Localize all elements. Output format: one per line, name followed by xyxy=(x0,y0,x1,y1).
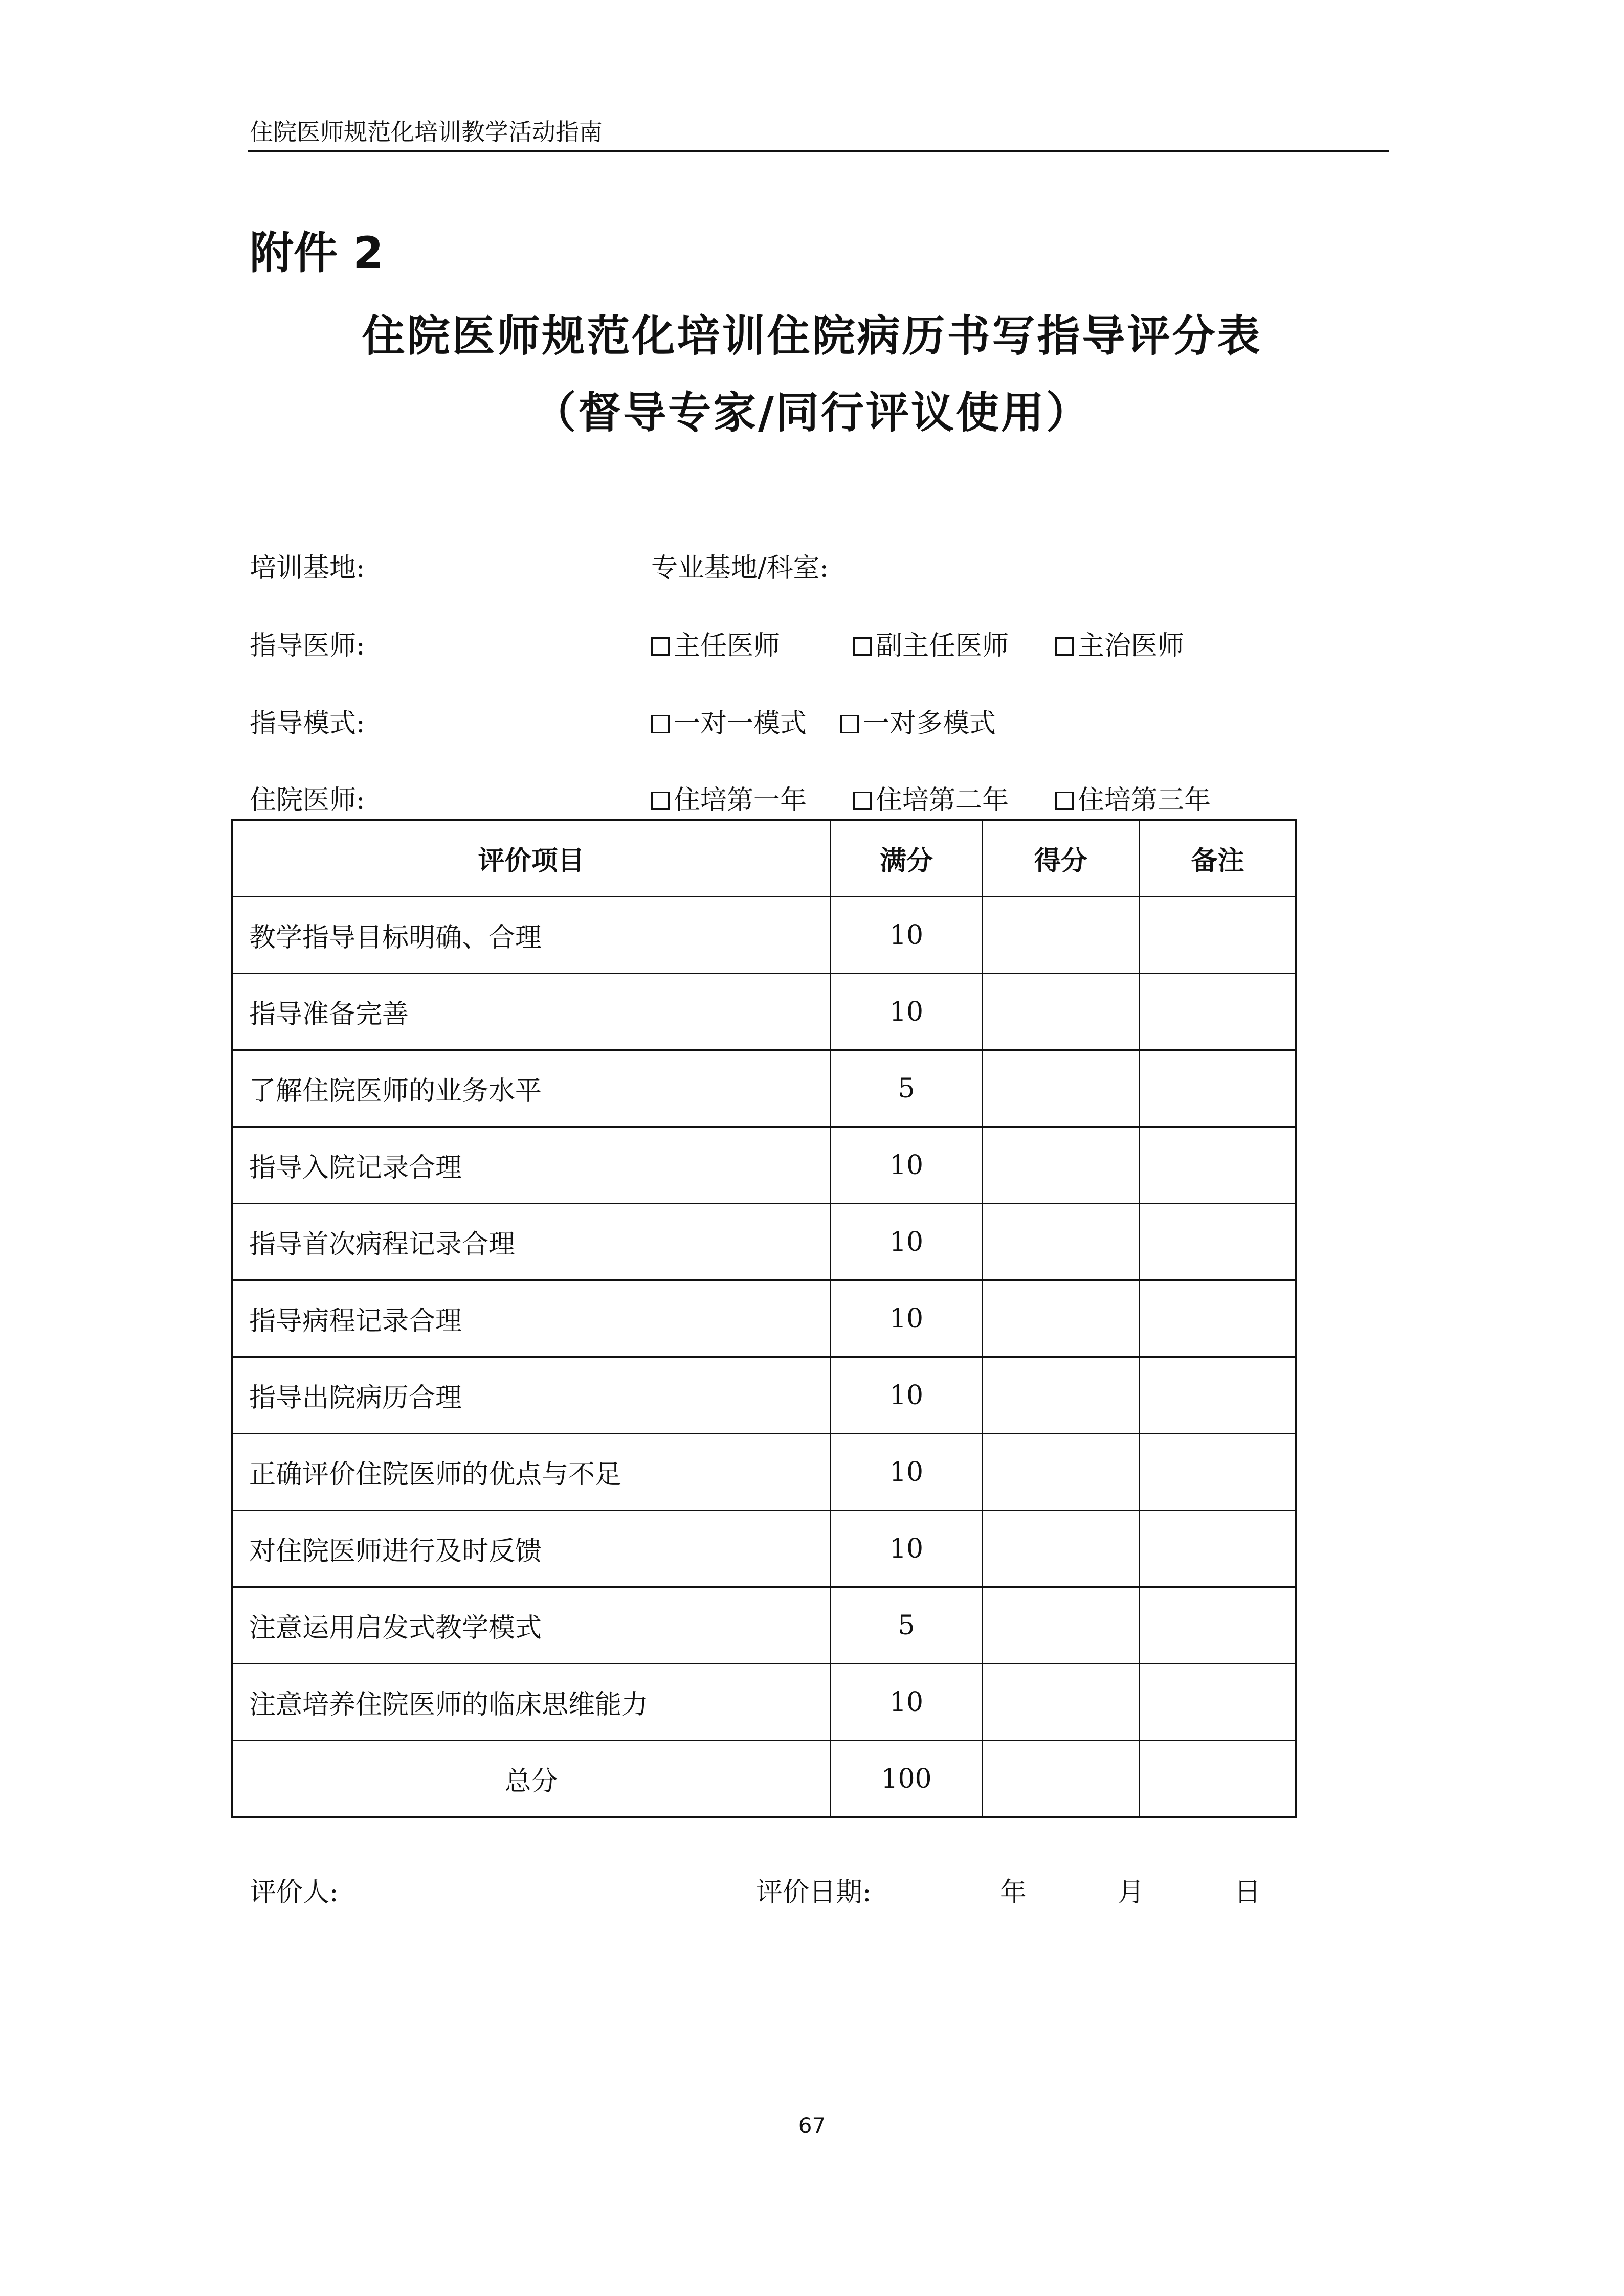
row-item: 指导出院病历合理 xyxy=(232,1357,831,1434)
appendix-label: 附件 2 xyxy=(250,228,384,279)
checkbox[interactable] xyxy=(1055,637,1074,656)
row-score-cell[interactable] xyxy=(983,1587,1140,1664)
option-year-3[interactable]: 住培第三年 xyxy=(1055,778,1211,817)
row-note-cell[interactable] xyxy=(1140,1434,1296,1511)
row-score-cell[interactable] xyxy=(983,1204,1140,1280)
row-note-cell[interactable] xyxy=(1140,1511,1296,1587)
form-subtitle: （督导专家/同行评议使用） xyxy=(533,388,1091,438)
evaluation-date-label: 评价日期: xyxy=(756,1877,872,1908)
row-item: 指导病程记录合理 xyxy=(232,1280,831,1357)
row-score-cell[interactable] xyxy=(983,1280,1140,1357)
table-row xyxy=(232,897,1296,974)
row-max: 10 xyxy=(831,1127,983,1204)
row-max: 10 xyxy=(831,1664,983,1741)
total-row xyxy=(232,1741,1296,1817)
row-item: 指导首次病程记录合理 xyxy=(232,1204,831,1280)
header-item: 评价项目 xyxy=(232,820,831,897)
row-item: 指导入院记录合理 xyxy=(232,1127,831,1204)
row-note-cell[interactable] xyxy=(1140,1664,1296,1741)
row-note-cell[interactable] xyxy=(1140,1204,1296,1280)
row-note-cell[interactable] xyxy=(1140,1587,1296,1664)
row-max: 10 xyxy=(831,1511,983,1587)
checkbox[interactable] xyxy=(651,637,670,656)
row-max: 10 xyxy=(831,974,983,1050)
row-max: 10 xyxy=(831,1357,983,1434)
checkbox[interactable] xyxy=(853,637,872,656)
checkbox[interactable] xyxy=(1055,792,1074,810)
table-row xyxy=(232,1050,1296,1127)
resident-label: 住院医师: xyxy=(250,785,365,816)
option-one-to-many[interactable]: 一对多模式 xyxy=(840,702,996,740)
mode-label: 指导模式: xyxy=(250,708,365,739)
option-associate-chief[interactable]: 副主任医师 xyxy=(853,624,1009,662)
row-max: 5 xyxy=(831,1587,983,1664)
option-year-2[interactable]: 住培第二年 xyxy=(853,778,1009,817)
row-score-cell[interactable] xyxy=(983,1511,1140,1587)
checkbox[interactable] xyxy=(651,792,670,810)
row-max: 5 xyxy=(831,1050,983,1127)
option-year-1[interactable]: 住培第一年 xyxy=(651,778,807,817)
row-item: 对住院医师进行及时反馈 xyxy=(232,1511,831,1587)
checkbox[interactable] xyxy=(651,715,670,733)
row-score-cell[interactable] xyxy=(983,1434,1140,1511)
total-score-cell[interactable] xyxy=(983,1741,1140,1817)
row-score-cell[interactable] xyxy=(983,1127,1140,1204)
department-label: 专业基地/科室: xyxy=(651,553,829,583)
table-row xyxy=(232,974,1296,1050)
header-note: 备注 xyxy=(1140,820,1296,897)
row-item: 注意运用启发式教学模式 xyxy=(232,1587,831,1664)
total-max: 100 xyxy=(831,1741,983,1817)
option-chief-physician[interactable]: 主任医师 xyxy=(651,624,780,662)
row-score-cell[interactable] xyxy=(983,1664,1140,1741)
row-score-cell[interactable] xyxy=(983,897,1140,974)
row-note-cell[interactable] xyxy=(1140,1280,1296,1357)
row-max: 10 xyxy=(831,1280,983,1357)
row-item: 教学指导目标明确、合理 xyxy=(232,897,831,974)
checkbox[interactable] xyxy=(853,792,872,810)
row-item: 注意培养住院医师的临床思维能力 xyxy=(232,1664,831,1741)
row-score-cell[interactable] xyxy=(983,1357,1140,1434)
form-title: 住院医师规范化培训住院病历书写指导评分表 xyxy=(362,311,1262,361)
evaluator-label: 评价人: xyxy=(250,1877,339,1908)
header-divider xyxy=(248,150,1389,152)
date-year: 年 xyxy=(1000,1877,1027,1908)
header-score: 得分 xyxy=(983,820,1140,897)
checkbox[interactable] xyxy=(840,715,859,733)
row-item: 了解住院医师的业务水平 xyxy=(232,1050,831,1127)
date-day: 日 xyxy=(1234,1877,1261,1908)
total-note-cell[interactable] xyxy=(1140,1741,1296,1817)
table-row xyxy=(232,1664,1296,1741)
table-header-row xyxy=(232,820,1296,897)
table-row xyxy=(232,1127,1296,1204)
option-attending[interactable]: 主治医师 xyxy=(1055,624,1184,662)
row-max: 10 xyxy=(831,897,983,974)
row-note-cell[interactable] xyxy=(1140,1050,1296,1127)
date-month: 月 xyxy=(1118,1877,1145,1908)
table-row xyxy=(232,1587,1296,1664)
row-score-cell[interactable] xyxy=(983,1050,1140,1127)
running-header: 住院医师规范化培训教学活动指南 xyxy=(250,118,603,146)
page-number: 67 xyxy=(798,2113,826,2138)
table-row xyxy=(232,1357,1296,1434)
table-row xyxy=(232,1204,1296,1280)
table-row xyxy=(232,1280,1296,1357)
row-max: 10 xyxy=(831,1204,983,1280)
row-item: 指导准备完善 xyxy=(232,974,831,1050)
row-note-cell[interactable] xyxy=(1140,974,1296,1050)
training-base-label: 培训基地: xyxy=(250,553,365,583)
row-note-cell[interactable] xyxy=(1140,1127,1296,1204)
table-row xyxy=(232,1511,1296,1587)
row-note-cell[interactable] xyxy=(1140,897,1296,974)
total-label: 总分 xyxy=(232,1741,831,1817)
score-table xyxy=(231,819,1297,1818)
row-item: 正确评价住院医师的优点与不足 xyxy=(232,1434,831,1511)
table-row xyxy=(232,1434,1296,1511)
option-one-to-one[interactable]: 一对一模式 xyxy=(651,702,807,740)
instructor-label: 指导医师: xyxy=(250,631,365,661)
row-note-cell[interactable] xyxy=(1140,1357,1296,1434)
row-max: 10 xyxy=(831,1434,983,1511)
header-max-score: 满分 xyxy=(831,820,983,897)
row-score-cell[interactable] xyxy=(983,974,1140,1050)
